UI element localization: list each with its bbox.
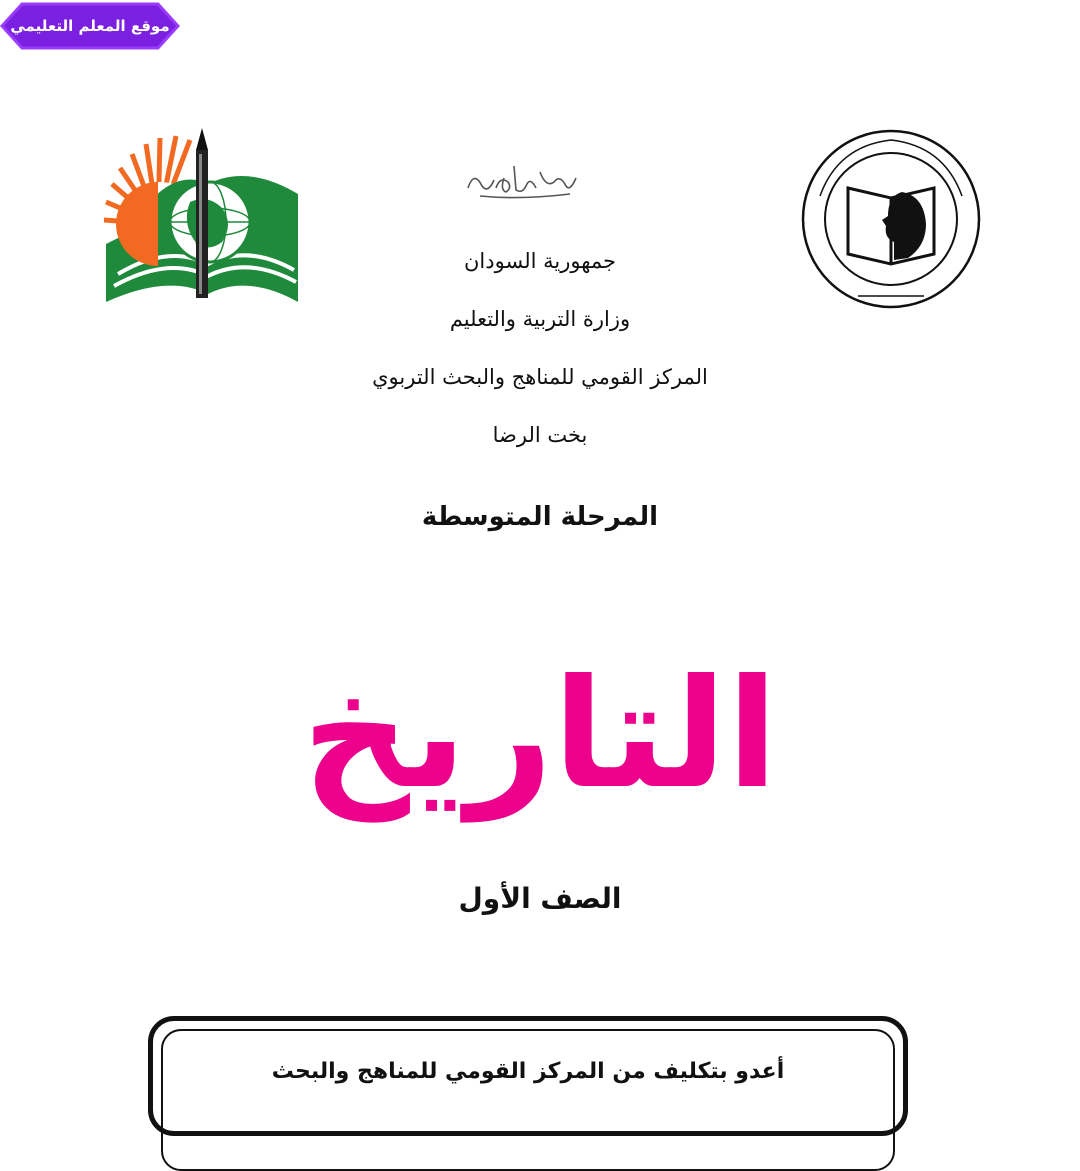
header-location: بخت الرضا [492,423,588,447]
education-stage: المرحلة المتوسطة [421,502,659,532]
curriculum-center-seal-icon [798,126,984,316]
credit-box [148,1016,908,1136]
grade-label: الصف الأول [458,882,622,915]
ministry-header [300,232,780,464]
credit-box-inner-border [161,1029,895,1171]
site-badge-label: موقع المعلم التعليمي [10,17,170,35]
basmala-calligraphy-icon [460,158,580,206]
header-country: جمهورية السودان [464,249,616,273]
header-ministry: وزارة التربية والتعليم [449,307,631,331]
site-badge[interactable] [0,0,180,52]
ministry-emblem-icon [98,124,308,312]
credit-box-text: أعدو بتكليف من المركز القومي للمناهج والبحث [271,1059,785,1084]
subject-title: التاريخ [301,648,779,822]
header-center: المركز القومي للمناهج والبحث التربوي [372,365,708,389]
